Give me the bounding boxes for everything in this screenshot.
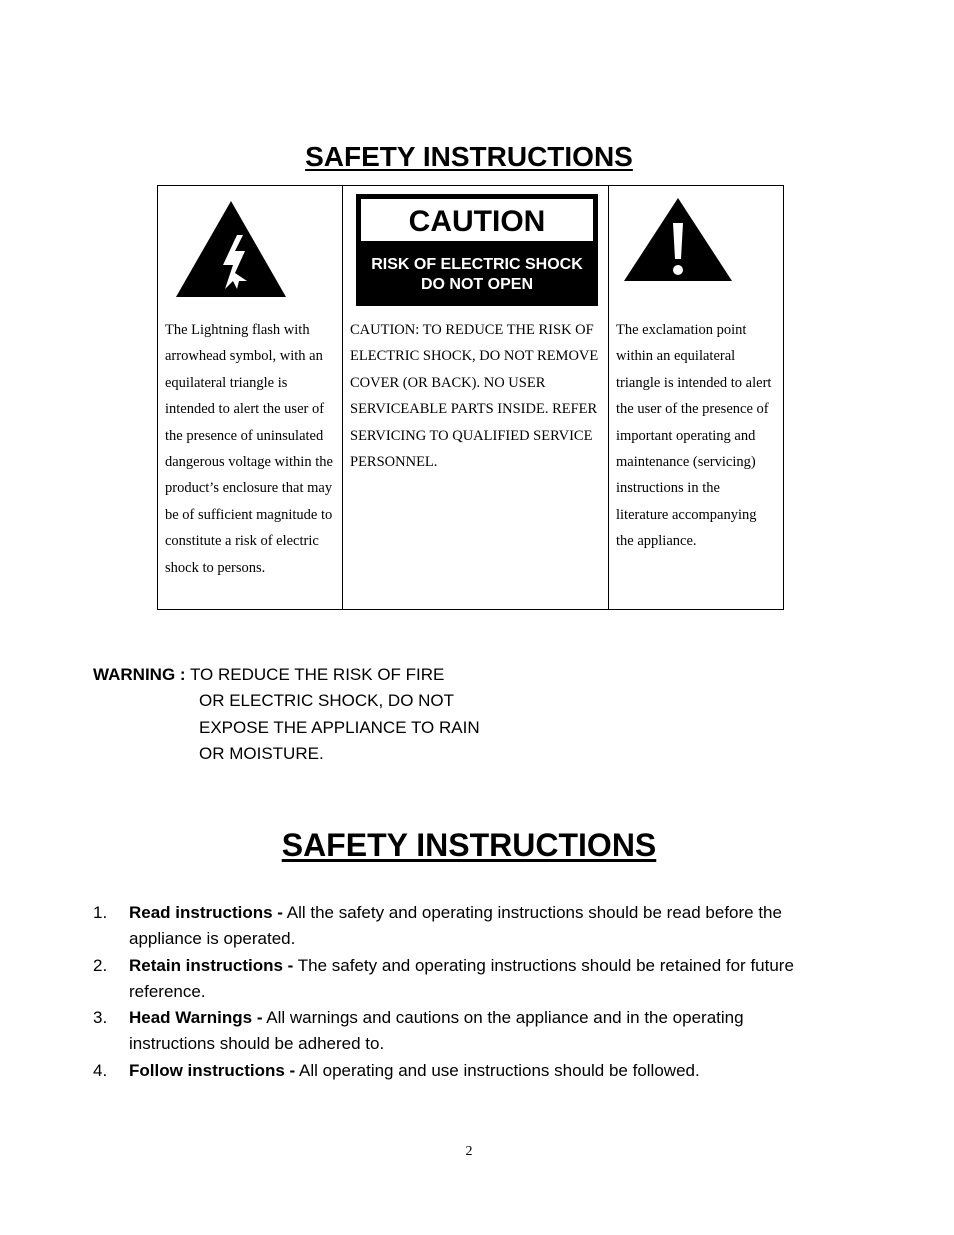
exclamation-triangle-icon	[624, 195, 754, 287]
list-item-text: All warnings and cautions on the appliance and in the operating instructions should be adhered to.	[129, 1008, 744, 1054]
warning-block	[93, 662, 480, 767]
warning-line: EXPOSE THE APPLIANCE TO RAIN	[199, 717, 480, 737]
section-title: SAFETY INSTRUCTIONS	[281, 827, 657, 863]
caution-label-line2: DO NOT OPEN	[420, 276, 534, 293]
lightning-description: The Lightning flash with arrowhead symbol, with an equilateral triangle is intended to alert the user of the presence of uninsulated dangerous voltage within the product’s enclosure that may be of sufficient magnitude to constitute a risk of electric shock to persons.	[165, 322, 333, 576]
list-item-term: Retain instructions -	[129, 955, 294, 975]
safety-symbols-table	[157, 185, 784, 610]
caution-description: CAUTION: TO REDUCE THE RISK OF ELECTRIC SHOCK, DO NOT REMOVE COVER (OR BACK). NO USER SERVICEABLE PARTS INSIDE. REFER SERVICING TO QUALIFIED SERVICE PERSONNEL.	[350, 322, 599, 471]
list-item-text: The safety and operating instructions should be retained for future reference.	[129, 955, 794, 1001]
list-item-text: All operating and use instructions should be followed.	[295, 1060, 700, 1080]
caution-label-icon	[355, 193, 599, 307]
instructions-list	[93, 900, 833, 1084]
caution-label-title: CAUTION	[408, 205, 546, 238]
caution-label-cell	[343, 186, 609, 610]
exclamation-symbol-cell	[609, 186, 784, 610]
list-item-term: Read instructions -	[129, 903, 283, 922]
list-item	[93, 1058, 833, 1084]
warning-line: TO REDUCE THE RISK OF FIRE	[189, 665, 445, 684]
warning-line: OR ELECTRIC SHOCK, DO NOT	[199, 691, 455, 711]
page-number: 2	[465, 1144, 473, 1159]
list-item-number: 2.	[93, 955, 108, 975]
list-item-term: Follow instructions -	[129, 1060, 296, 1080]
caution-label-line1: RISK OF ELECTRIC SHOCK	[371, 256, 583, 273]
page-title: SAFETY INSTRUCTIONS	[305, 141, 633, 172]
list-item	[93, 953, 833, 1006]
list-item-number: 4.	[93, 1060, 108, 1080]
list-item-number: 3.	[93, 1008, 108, 1028]
warning-line: OR MOISTURE.	[199, 743, 324, 763]
lightning-triangle-icon	[173, 197, 303, 309]
list-item-text: All the safety and operating instructions should be read before the appliance is operated.	[129, 903, 782, 949]
warning-label: WARNING :	[93, 665, 186, 684]
list-item-term: Head Warnings -	[129, 1008, 263, 1028]
list-item-number: 1.	[93, 903, 108, 922]
list-item	[93, 1005, 833, 1058]
list-item	[93, 900, 833, 953]
exclamation-description: The exclamation point within an equilateral triangle is intended to alert the user of the presence of important operating and maintenance (servicing) instructions in the literature accompanying the appliance.	[616, 322, 772, 550]
lightning-symbol-cell	[158, 186, 343, 610]
